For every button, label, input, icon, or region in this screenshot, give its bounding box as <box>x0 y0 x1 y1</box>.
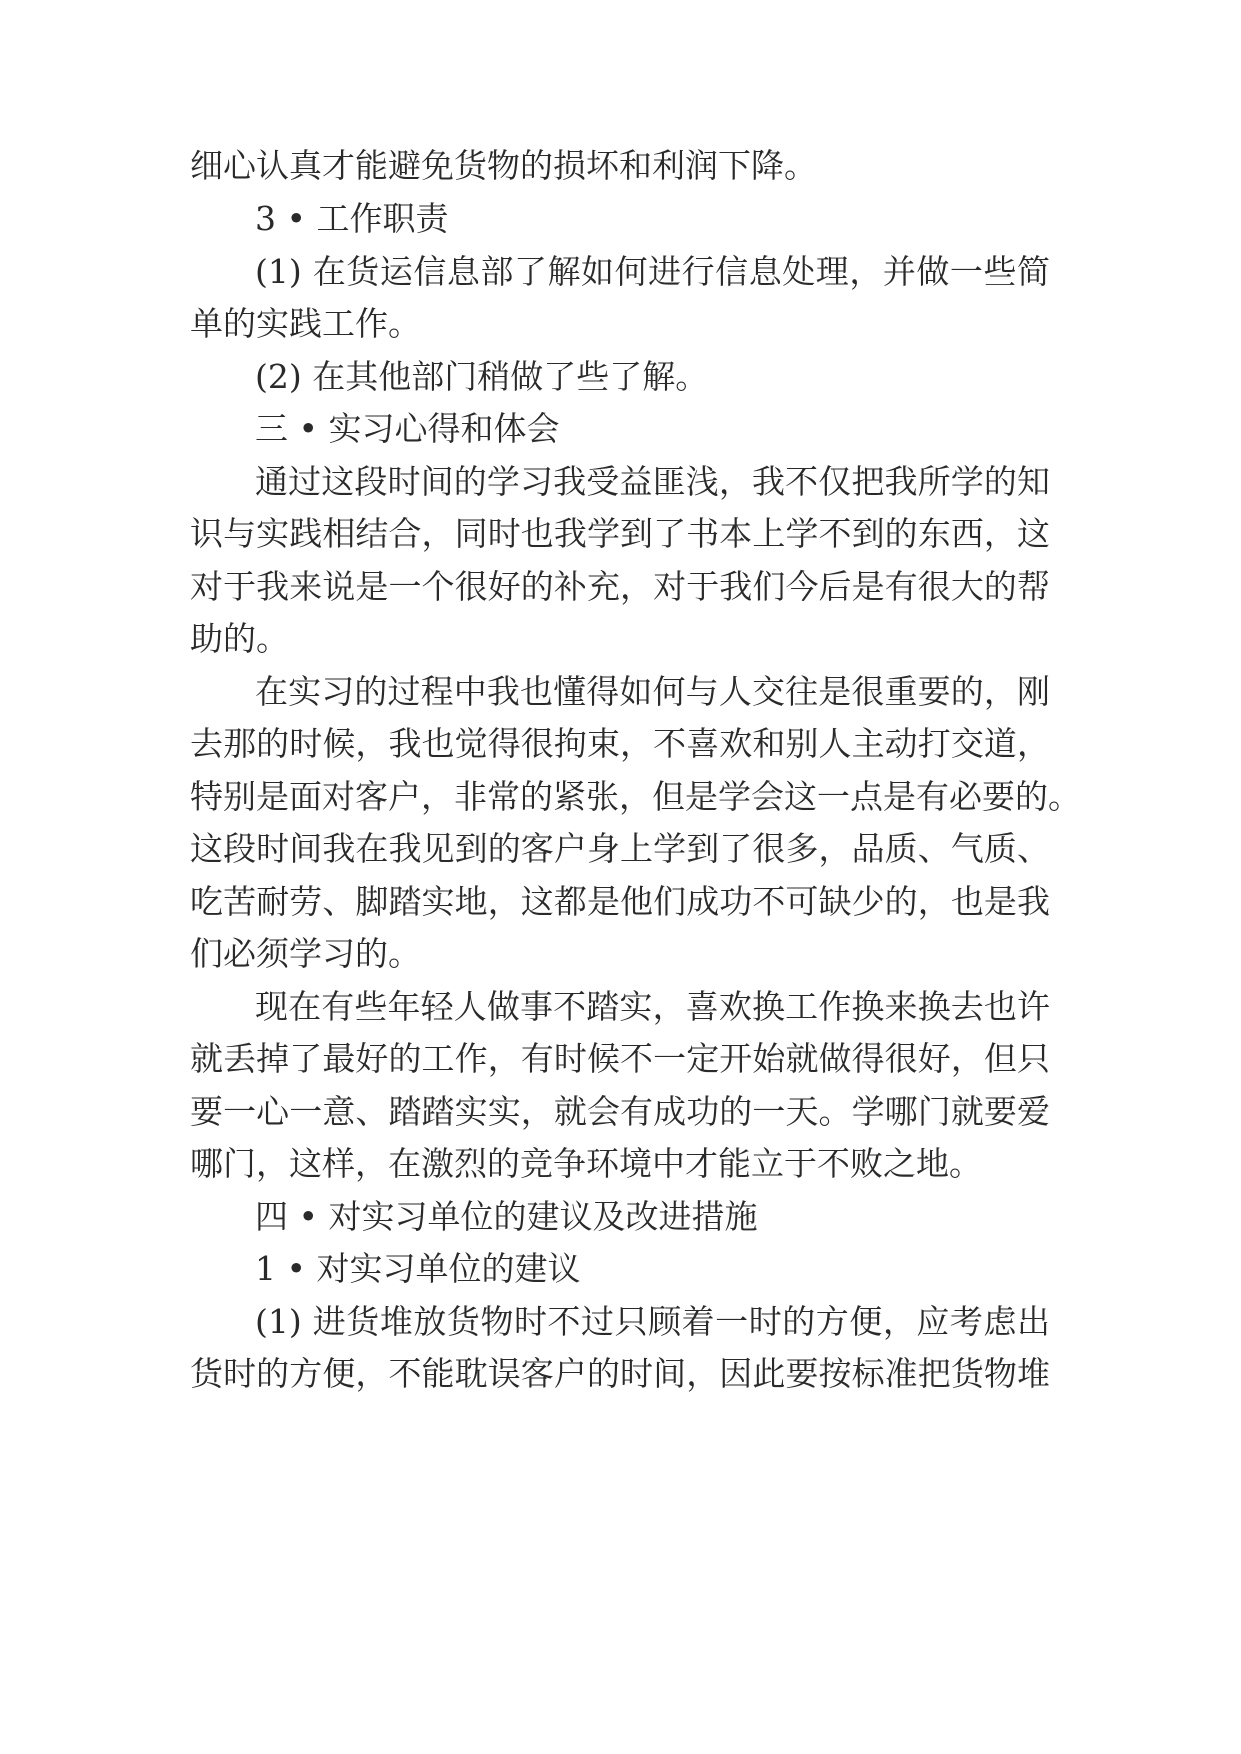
text-line: 助的。 <box>190 619 289 658</box>
section-heading: 1 • 对实习单位的建议 <box>255 1249 581 1288</box>
text-line: 特别是面对客户，非常的紧张，但是学会这一点是有必要的。 <box>190 777 1081 816</box>
text-line: (1) 进货堆放货物时不过只顾着一时的方便，应考虑出 <box>255 1302 1050 1341</box>
section-heading: 四 • 对实习单位的建议及改进措施 <box>255 1197 758 1236</box>
text-line: (2) 在其他部门稍做了些了解。 <box>255 357 709 396</box>
text-line: 通过这段时间的学习我受益匪浅，我不仅把我所学的知 <box>255 462 1050 501</box>
text-line: 在实习的过程中我也懂得如何与人交往是很重要的，刚 <box>255 672 1050 711</box>
section-heading: 3 • 工作职责 <box>255 199 449 238</box>
text-line: 这段时间我在我见到的客户身上学到了很多，品质、气质、 <box>190 829 1050 868</box>
text-line: 去那的时候，我也觉得很拘束，不喜欢和别人主动打交道， <box>190 724 1050 763</box>
text-line: 们必须学习的。 <box>190 934 421 973</box>
text-line: 细心认真才能避免货物的损坏和利润下降。 <box>190 146 817 185</box>
text-line: 对于我来说是一个很好的补充，对于我们今后是有很大的帮 <box>190 567 1050 606</box>
text-line: 识与实践相结合，同时也我学到了书本上学不到的东西，这 <box>190 514 1050 553</box>
text-line: 吃苦耐劳、脚踏实地，这都是他们成功不可缺少的，也是我 <box>190 882 1050 921</box>
text-line: (1) 在货运信息部了解如何进行信息处理，并做一些简 <box>255 252 1050 291</box>
text-line: 现在有些年轻人做事不踏实，喜欢换工作换来换去也许 <box>255 987 1050 1026</box>
text-line: 单的实践工作。 <box>190 304 421 343</box>
text-line: 就丢掉了最好的工作，有时候不一定开始就做得很好，但只 <box>190 1039 1050 1078</box>
section-heading: 三 • 实习心得和体会 <box>255 409 560 448</box>
text-line: 货时的方便，不能耽误客户的时间，因此要按标准把货物堆 <box>190 1354 1050 1393</box>
text-line: 要一心一意、踏踏实实，就会有成功的一天。学哪门就要爱 <box>190 1092 1050 1131</box>
text-line: 哪门，这样，在激烈的竞争环境中才能立于不败之地。 <box>190 1144 982 1183</box>
